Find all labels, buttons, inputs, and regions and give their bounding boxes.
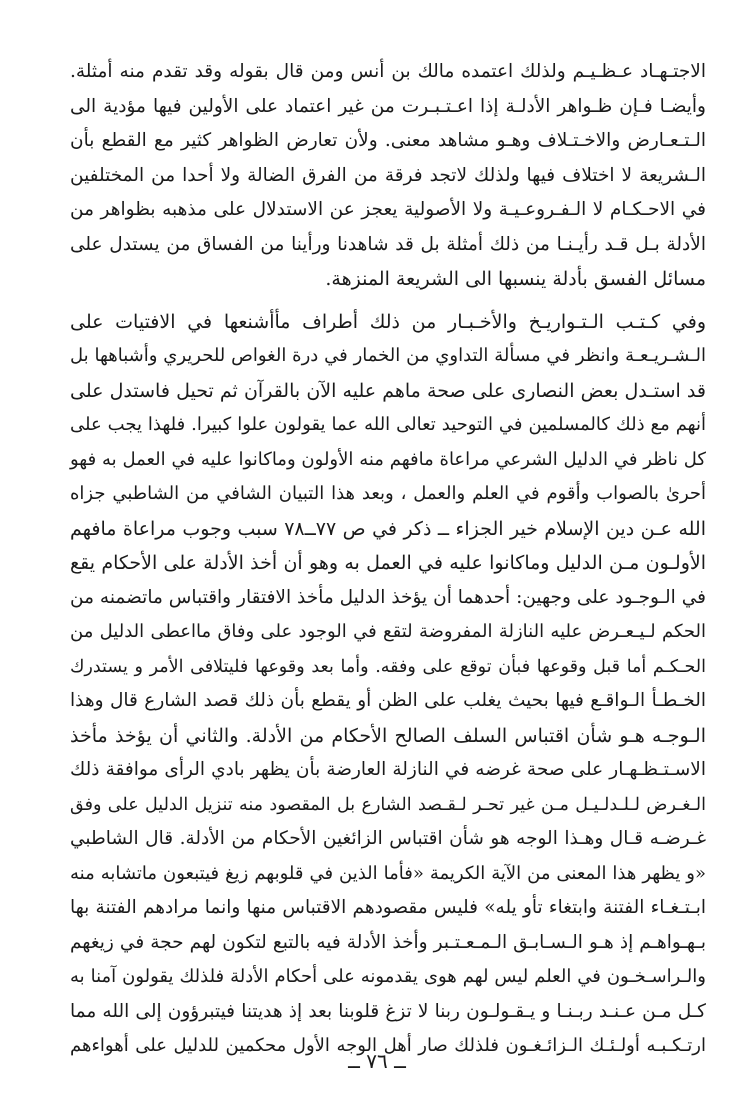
page-body	[70, 55, 706, 1064]
paragraph-1	[70, 55, 706, 297]
text-line: كل ناظر في الدليل الشرعي مراعاة مافهم منه الأولون وماكانوا عليه في العمل به فهو	[70, 448, 706, 470]
text-line: الحـكـم أما قبل وقوعها فبأن توقع على وفقه. وأما بعد وقوعها فليتلافى الأمر و يستدرك	[70, 656, 706, 677]
text-line: ابـتـغـاء الفتنة وابتغاء تأو يله» فليس مقصودهم الاقتباس منها وانما مرادهم الفتنة بها	[70, 897, 706, 918]
text-line: أنهم مع ذلك كالمسلمين في التوحيد تعالى الله عما يقولون علوا كبيرا. فلهذا يجب على	[70, 414, 706, 435]
text-line: الـتـعـارض والاخـتـلاف وهـو مشاهد معنى. ولأن تعارض الظواهر كثير مع القطع بأن	[70, 130, 706, 151]
text-line: الـشريعة لا اختلاف فيها ولذلك لاتجد فرقة من الفرق الضالة ولا أحدا من المختلفين	[70, 164, 706, 186]
text-line: الحكم لـيـعـرض عليه النازلة المفروضة لتقع في الوجود على وفاق مااعطى الدليل من	[70, 621, 706, 642]
text-line: في الاحـكـام لا الـفـروعـيـة ولا الأصولية يعجز عن الاستدلال على مذهبه بظواهر من	[70, 199, 706, 220]
text-line: الـغـرض لـلـدلـيـل مـن غير تحـر لـقـصد الشارع بل المقصود منه تنزيل الدليل على وفق	[70, 794, 706, 815]
text-line: الأدلة بـل قـد رأيـنـا من ذلك أمثلة بل قد شاهدنا ورأينا من الفساق من يستدل على	[70, 233, 706, 255]
text-line: بـهـواهـم إذ هـو الـسـابـق الـمـعـتـبر وأخذ الأدلة فيه بالتبع لتكون لهم حجة في زيغهم	[70, 931, 706, 953]
text-line: «و يظهر هذا المعنى من الآية الكريمة «فأما الذين في قلوبهم زيغ فيتبعون ماتشابه منه	[70, 862, 706, 884]
text-line: الخـطـأ الـواقـع فيها بحيث يغلب على الظن أو يقطع بأن ذلك قصد الشارع قال وهذا	[70, 690, 706, 711]
text-line: في الـوجـود على وجهين: أحدهما أن يؤخذ الدليل مأخذ الافتقار واقتباس ماتضمنه من	[70, 586, 706, 608]
text-line: قد استـدل بعض النصارى على صحة ماهم عليه الآن بالقرآن ثم تحيل فاستدل على	[70, 379, 706, 402]
text-line: الاسـتـظـهـار على صحة غرضه في النازلة العارضة بأن يظهر بادي الرأى موافقة ذلك	[70, 759, 706, 780]
text-line: وفي كـتـب الـتـواريـخ والأخـبـار من ذلك أطراف مأأشنعها في الافتيات على	[70, 310, 706, 333]
text-line: وأيضـا فـإن ظـواهر الأدلـة إذا اعـتـبـرت من غير اعتماد على الأولين فيها مؤدية الى	[70, 95, 706, 117]
text-line: غـرضـه قـال وهـذا الوجه هو شأن اقتباس الزائغين الأحكام من الأدلة. قال الشاطبي	[70, 828, 706, 849]
text-line: والـراسـخـون في العلم ليس لهم هوى يقدمونه على أحكام الأدلة فلذلك يقولون آمنا به	[70, 966, 706, 987]
text-line: أحرىٰ بالصواب وأقوم في العلم والعمل ، وبعد هذا التبيان الشافي من الشاطبي جزاه	[70, 483, 706, 504]
text-line: الـوجـه هـو شأن اقتباس السلف الصالح الأحكام من الأدلة. والثاني أن يؤخذ مأخذ	[70, 724, 706, 747]
text-line: ارتـكـبـه أولـئـك الـزائـغـون فلذلك صار أهل الوجه الأول محكمين للدليل على أهواءهم	[70, 1035, 706, 1056]
text-line: الـشـريـعـة وانظر في مسألة التداوي من الخمار في درة الغواص للحريري وأشباهها بل	[70, 345, 706, 366]
text-line: الأولـون مـن الدليل وماكانوا عليه في العمل به وهو أن أخذ الأدلة على الأحكام يقع	[70, 552, 706, 574]
paragraph-2	[70, 305, 706, 1064]
text-line: الله عـن دين الإسلام خير الجزاء ــ ذكر في ص ٧٧ــ٧٨ سبب وجوب مراعاة مافهم	[70, 517, 706, 540]
text-line: كـل مـن عـنـد ربـنـا و يـقـولـون ربنا لا تزغ قلوبنا بعد إذ هديتنا فيتبرؤون إلى الله مما	[70, 1000, 706, 1022]
text-line: الاجتـهـاد عـظـيـم ولذلك اعتمده مالك بن أنس ومن قال بقوله وقد تقدم منه أمثلة.	[70, 61, 706, 82]
text-line: مسائل الفسق بأدلة ينسبها الى الشريعة المنزهة.	[325, 268, 706, 290]
page-number: ــ ٧٦ ــ	[348, 1049, 406, 1073]
